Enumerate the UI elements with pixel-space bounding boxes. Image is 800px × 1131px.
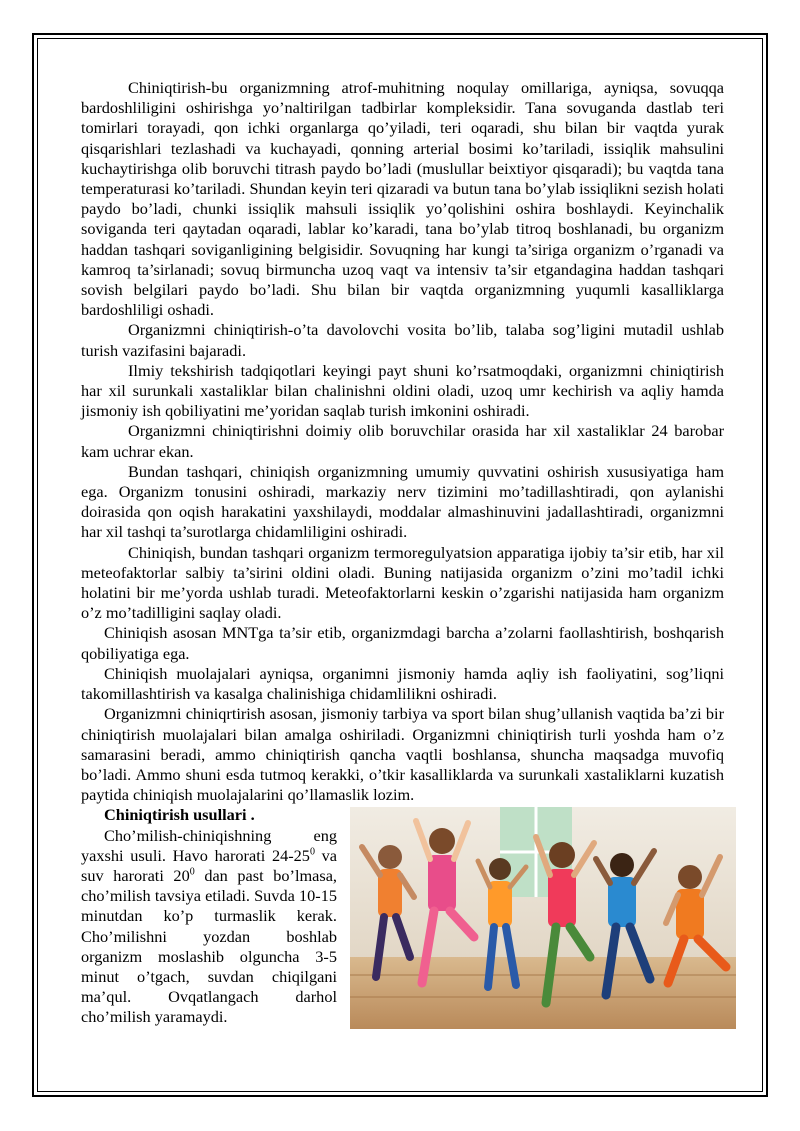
degree-mark: 0 xyxy=(189,866,195,878)
paragraph-bathing xyxy=(81,826,337,1028)
paragraph-thermoregulation: Chiniqish, bundan tashqari organizm termoregulyatsion apparatiga ijobiy ta’sir etib, har xil meteofaktorlar salbiy ta’sirini oldini oladi. Buning natijasida organizm o’zini mo’tadil ichki holatini bir me’yorda ushlab turadi. Meteofaktorlarni keskin o’zgarishi natijasida ham organizm o’z mo’tadilligini saqlay oladi. xyxy=(81,542,724,623)
section-heading: Chiniqtirish usullari . xyxy=(104,805,255,825)
paragraph-treatment: Organizmni chiniqtirish-o’ta davolovchi vosita bo’lib, talaba sog’ligini mutadil ushlab turish vazifasini bajaradi. xyxy=(81,320,724,360)
degree-mark: 0 xyxy=(309,846,315,858)
paragraph-procedures: Chiniqish muolajalari ayniqsa, organimni jismoniy hamda aqliy ish faoliyatini, sog’liqni takomillashtirish va kasalga chalinishiga chidamlilikni oshiradi. xyxy=(81,663,724,704)
paragraph-definition: Chiniqtirish-bu organizmning atrof-muhitning noqulay omillariga, ayniqsa, sovuqqa bardoshliligini oshirishga yo’naltirilgan tadbirlar kompleksidir. Tana sovuganda dastlab teri tomirlari torayadi, qon ichki organlarga qo’yiladi, teri oqaradi, shu bilan bir vaqtda yurak qisqarishlari tezlashadi va kuchayadi, qonning arterial bosimi ko’tariladi, issiqlik mahsulini kuchaytirishga olib boruvchi titrash paydo bo’ladi (muslullar beixtiyor qisqaradi); bu vaqtda tana temperaturasi ko’tariladi. Shundan keyin teri qizaradi va butun tana bo’ylab issiqlikni sezish holati paydo bo’ladi, chunki issiqlik mahsuli issiqlik yo’qolishini oshira boshlaydi. Keyinchalik soviganda teri qaytadan oqaradi, lablar ko’karadi, tana bo’ylab titroq boshlanadi, bu organizm haddan tashqari soviganligining belgisidir. Sovuqning har kungi ta’siriga organizm o’rganadi va kamroq ta’sirlanadi; sovuq birmuncha uzoq vaqt va intensiv ta’sir etgandagina haddan tashqari sovish belgilari paydo bo’ladi. Shu bilan bir vaqtda organizmning yuqumli kasalliklarga bardoshliligi oshadi. xyxy=(81,78,724,320)
bathing-text-3: dan past bo’lmasa, cho’milish tavsiya etiladi. Suvda 10-15 minutdan ko’p turmaslik kerak. Cho’milishni yozdan boshlab organizm moslashib olguncha 3-5 minut o’tgach, suvdan chiqilgani ma’qul. Ovqatlangach darhol cho’milish yaramaydi. xyxy=(81,865,337,1027)
paragraph-sport: Organizmni chiniqrtirish asosan, jismoniy tarbiya va sport bilan shug’ullanish vaqtida ba’zi bir chiniqtirish muolajalari bilan amalga oshiriladi. Organizmni chiniqtirish turli yoshda ham o’z samarasini beradi, ammo chiniqtirish qancha vaqtli boshlansa, shuncha maqsadga muvofiq bo’ladi. Ammo shuni esda tutmoq kerakki, o’tkir kasalliklarda va surunkali xastaliklarni kuzatish paytida chiniqish muolajalarini qo’llamaslik lozim. xyxy=(81,704,724,805)
bathing-text-1: Cho’milish-chiniqishning eng yaxshi usuli. Havo harorati 24-25 xyxy=(81,825,337,865)
children-dancing-photo xyxy=(350,807,736,1029)
paragraph-research: Ilmiy tekshirish tadqiqotlari keyingi payt shuni ko’rsatmoqdaki, organizmni chiniqtirish har xil surunkali xastaliklar bilan chalinishni oldini oladi, uzoq umr kechirish va aqliy hamda jismoniy ish qobiliyatini me’yoridan saqlab turish imkonini oshiradi. xyxy=(81,360,724,421)
photo-illustration xyxy=(350,807,736,1029)
methods-section xyxy=(81,805,724,1027)
bathing-text-2: va suv harorati 20 xyxy=(81,845,338,885)
document-body xyxy=(81,78,724,1028)
paragraph-nervous-system: Chiniqish asosan MNTga ta’sir etib, organizmdagi barcha a’zolarni faollashtirish, boshqarish qobiliyatiga ega. xyxy=(81,623,724,663)
paragraph-benefits: Bundan tashqari, chiniqish organizmning umumiy quvvatini oshirish xususiyatiga ham ega. Organizm tonusini oshiradi, markaziy nerv tizimini mo’tadillashtiradi, qon aylanishi doirasida qon oqish harakatini yaxshilaydi, moddalar almashinuvini jadallashtiradi, organizmni har xil tashqi ta’surotlarga chidamliligini oshiradi. xyxy=(81,461,724,542)
paragraph-statistics: Organizmni chiniqtirishni doimiy olib boruvchilar orasida har xil xastaliklar 24 barobar kam uchrar ekan. xyxy=(81,421,724,461)
